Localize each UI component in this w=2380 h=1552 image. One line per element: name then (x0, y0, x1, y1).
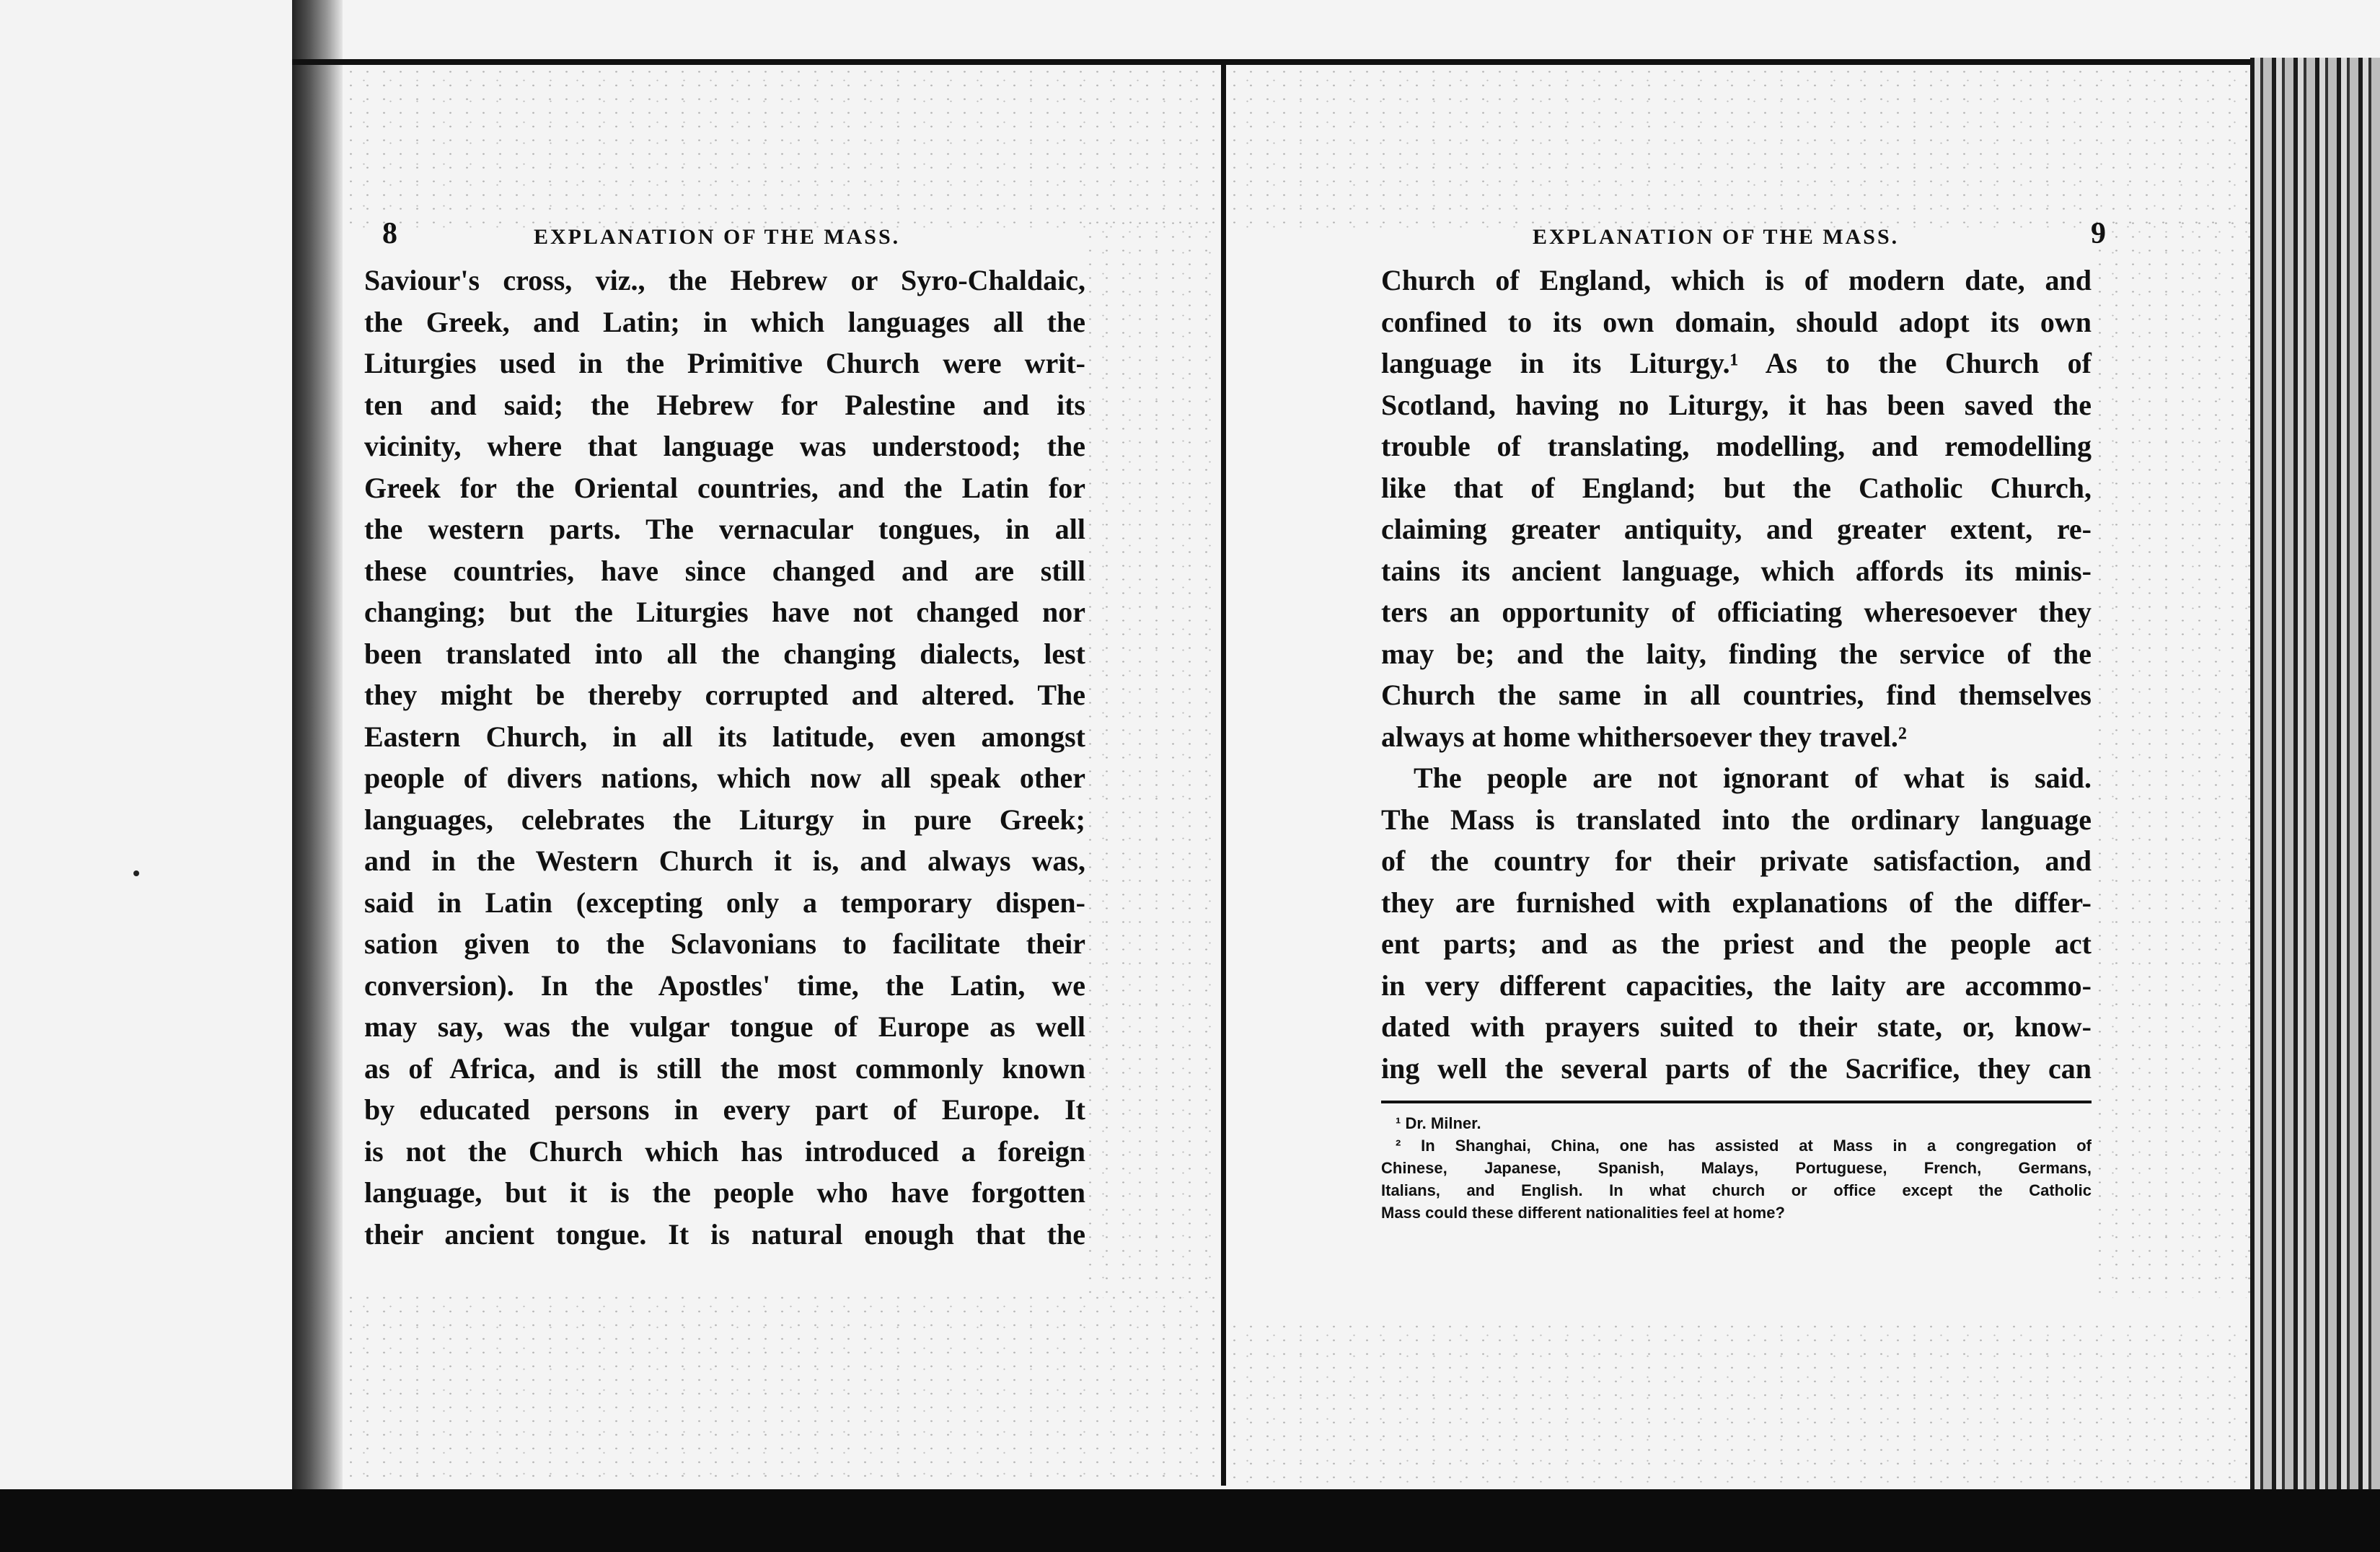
scan-noise-gutter-left (1082, 216, 1219, 1298)
text-line: Saviour's cross, viz., the Hebrew or Syro-Chaldaic, (364, 264, 1085, 296)
footnote-rule (1381, 1101, 2092, 1103)
left-header-title: EXPLANATION OF THE MASS. (534, 225, 901, 249)
text-line: sation given to the Sclavonians to facilitate their (364, 927, 1085, 960)
scan-noise-bottom-left (343, 1291, 1215, 1486)
footnote-2-line: Mass could these different nationalities feel at home? (1381, 1204, 1785, 1222)
text-line: Church of England, which is of modern date, and (1381, 264, 2092, 296)
text-line-paragraph-start: The people are not ignorant of what is said. (1414, 762, 2092, 794)
text-line: confined to its own domain, should adopt its own (1381, 305, 2092, 338)
text-line: The Mass is translated into the ordinary language (1381, 803, 2092, 836)
right-header-title: EXPLANATION OF THE MASS. (1533, 225, 1900, 249)
text-line: the western parts. The vernacular tongues, in all (364, 513, 1085, 545)
book-gutter-line (1221, 63, 1226, 1486)
text-line: ing well the several parts of the Sacrifice, they can (1381, 1051, 2092, 1085)
text-line: and in the Western Church it is, and always was, (364, 845, 1085, 877)
footnotes (1381, 1112, 2092, 1224)
scan-noise-gutter-right (2092, 216, 2250, 1298)
left-body-text (364, 260, 1085, 1255)
text-line: they are furnished with explanations of the differ- (1381, 886, 2092, 919)
text-line: their ancient tongue. It is natural enough that the (364, 1217, 1085, 1251)
text-line: Scotland, having no Liturgy, it has been saved the (1381, 388, 2092, 421)
text-line: in very different capacities, the laity are accommo- (1381, 969, 2092, 1002)
text-line: these countries, have since changed and are still (364, 554, 1085, 587)
scan-noise-bottom-right (1226, 1320, 2250, 1486)
footnote-2-line: ² In Shanghai, China, one has assisted at Mass in a congregation of (1396, 1137, 2092, 1155)
text-line: the Greek, and Latin; in which languages all the (364, 305, 1085, 338)
text-line: dated with prayers suited to their state, or, know- (1381, 1010, 2092, 1043)
scan-bottom-band (0, 1489, 2380, 1552)
text-line: Greek for the Oriental countries, and the Latin for (364, 471, 1085, 504)
text-line: ent parts; and as the priest and the people act (1381, 927, 2092, 960)
scan-speck (133, 870, 139, 876)
text-line: like that of England; but the Catholic Church, (1381, 471, 2092, 504)
text-line: ten and said; the Hebrew for Palestine and its (364, 388, 1085, 421)
right-page-number: 9 (2091, 217, 2106, 250)
scan-noise-top-right (1226, 65, 2250, 231)
text-line: may be; and the laity, finding the service of the (1381, 637, 2092, 670)
text-line: language in its Liturgy.¹ As to the Church of (1381, 347, 2092, 379)
left-page (364, 216, 1085, 1255)
left-page-number: 8 (382, 217, 397, 250)
text-line: conversion). In the Apostles' time, the Latin, we (364, 969, 1085, 1002)
left-running-head (364, 216, 1085, 260)
text-line: they might be thereby corrupted and altered. The (364, 679, 1085, 711)
text-line: changing; but the Liturgies have not changed nor (364, 596, 1085, 628)
text-line-paragraph-end: always at home whithersoever they travel.² (1381, 720, 1907, 753)
text-line: by educated persons in every part of Europe. It (364, 1093, 1085, 1126)
text-line: ters an opportunity of officiating wheresoever they (1381, 596, 2092, 628)
right-body-text (1381, 260, 2092, 1089)
text-line: Eastern Church, in all its latitude, even amongst (364, 720, 1085, 753)
text-line: said in Latin (excepting only a temporary dispen- (364, 886, 1085, 919)
text-line: claiming greater antiquity, and greater extent, re- (1381, 513, 2092, 545)
scan-left-margin (0, 0, 292, 1552)
text-line: been translated into all the changing dialects, lest (364, 637, 1085, 670)
scan-page-edge-left (292, 0, 343, 1500)
text-line: trouble of translating, modelling, and remodelling (1381, 430, 2092, 462)
text-line: of the country for their private satisfaction, and (1381, 845, 2092, 877)
text-line: tains its ancient language, which affords its minis- (1381, 554, 2092, 587)
right-page (1381, 216, 2106, 1224)
scan-top-rule (292, 59, 2297, 65)
text-line: may say, was the vulgar tongue of Europe as well (364, 1010, 1085, 1043)
scan-noise-top-left (343, 65, 1215, 231)
right-running-head (1381, 216, 2106, 260)
text-line: Liturgies used in the Primitive Church were writ- (364, 347, 1085, 379)
text-line: is not the Church which has introduced a foreign (364, 1134, 1085, 1168)
text-line: as of Africa, and is still the most commonly known (364, 1051, 1085, 1085)
scan-page-edge-right (2250, 58, 2380, 1493)
text-line: vicinity, where that language was understood; the (364, 430, 1085, 462)
text-line: languages, celebrates the Liturgy in pure Greek; (364, 803, 1085, 836)
footnote-1: ¹ Dr. Milner. (1396, 1114, 1481, 1132)
text-line: people of divers nations, which now all speak other (364, 762, 1085, 794)
text-line: Church the same in all countries, find themselves (1381, 679, 2092, 711)
footnote-2-line: Chinese, Japanese, Spanish, Malays, Portuguese, French, Germans, (1381, 1159, 2092, 1177)
text-line: language, but it is the people who have forgotten (364, 1176, 1085, 1209)
footnote-2-line: Italians, and English. In what church or office except the Catholic (1381, 1181, 2092, 1199)
